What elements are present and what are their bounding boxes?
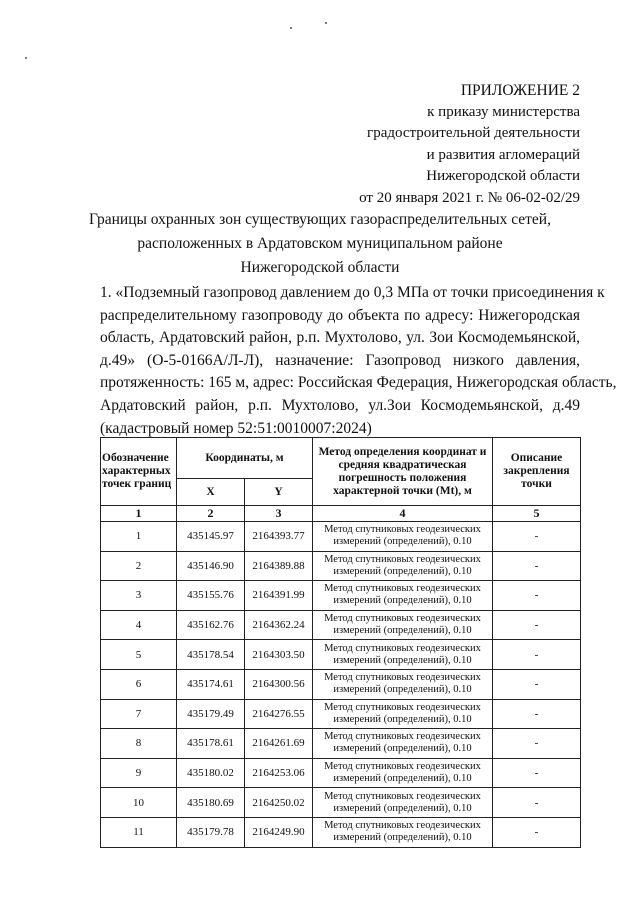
column-number: 2 (177, 506, 245, 522)
cell-x: 435179.78 (177, 817, 245, 847)
cell-method: Метод спутниковых геодезических измерений (определений), 0.10 (313, 699, 493, 729)
cell-y: 2164250.02 (245, 788, 313, 818)
cell-point: 10 (101, 788, 177, 818)
table-row (101, 729, 581, 759)
cell-point: 7 (101, 699, 177, 729)
cell-method: Метод спутниковых геодезических измерений (определений), 0.10 (313, 788, 493, 818)
cell-description: - (493, 729, 581, 759)
cell-x: 435180.69 (177, 788, 245, 818)
cell-description: - (493, 640, 581, 670)
header-point: Обозначение характерных точек границ (101, 438, 177, 506)
cell-method: Метод спутниковых геодезических измерений (определений), 0.10 (313, 522, 493, 552)
coordinates-table (100, 437, 581, 848)
header-method: Метод определения координат и средняя квадратическая погрешность положения характерной точки (Mt), м (313, 438, 493, 506)
cell-description: - (493, 788, 581, 818)
cell-point: 9 (101, 758, 177, 788)
cell-description: - (493, 669, 581, 699)
title-line: Границы охранных зон существующих газораспределительных сетей, (89, 211, 551, 228)
cell-x: 435162.76 (177, 610, 245, 640)
cell-method: Метод спутниковых геодезических измерений (определений), 0.10 (313, 581, 493, 611)
paragraph-line: распределительному газопроводу до объекта по адресу: Нижегородская (100, 306, 580, 324)
column-number: 4 (313, 506, 493, 522)
scan-speck (325, 22, 327, 24)
cell-x: 435174.61 (177, 669, 245, 699)
cell-point: 2 (101, 551, 177, 581)
table-row (101, 522, 581, 552)
cell-y: 2164303.50 (245, 640, 313, 670)
object-description (100, 282, 617, 440)
cell-description: - (493, 551, 581, 581)
cell-point: 6 (101, 669, 177, 699)
scan-speck (25, 57, 27, 59)
cell-method: Метод спутниковых геодезических измерений (определений), 0.10 (313, 669, 493, 699)
appendix-heading: ПРИЛОЖЕНИЕ 2 (460, 82, 580, 99)
column-number: 1 (101, 506, 177, 522)
cell-y: 2164300.56 (245, 669, 313, 699)
column-number: 5 (493, 506, 581, 522)
cell-method: Метод спутниковых геодезических измерений (определений), 0.10 (313, 758, 493, 788)
cell-point: 11 (101, 817, 177, 847)
cell-y: 2164276.55 (245, 699, 313, 729)
appendix-line: и развития агломераций (426, 146, 580, 163)
cell-method: Метод спутниковых геодезических измерений (определений), 0.10 (313, 729, 493, 759)
table-row (101, 669, 581, 699)
cell-method: Метод спутниковых геодезических измерений (определений), 0.10 (313, 551, 493, 581)
cell-x: 435178.54 (177, 640, 245, 670)
cell-method: Метод спутниковых геодезических измерений (определений), 0.10 (313, 640, 493, 670)
document-title (60, 208, 580, 280)
cell-point: 8 (101, 729, 177, 759)
paragraph-line: область, Ардатовский район, р.п. Мухтолово, ул. Зои Космодемьянской, (100, 329, 580, 347)
table-row (101, 699, 581, 729)
appendix-block (359, 80, 580, 209)
column-number: 3 (245, 506, 313, 522)
header-y: Y (245, 479, 313, 506)
appendix-line: Нижегородской области (426, 168, 580, 184)
cell-point: 1 (101, 522, 177, 552)
cell-y: 2164391.99 (245, 581, 313, 611)
paragraph-line: (кадастровый номер 52:51:0010007:2024) (100, 419, 372, 437)
cell-y: 2164393.77 (245, 522, 313, 552)
paragraph-line: Ардатовский район, р.п. Мухтолово, ул.Зои Космодемьянской, д.49 (100, 396, 580, 414)
scan-speck (290, 27, 292, 29)
cell-method: Метод спутниковых геодезических измерений (определений), 0.10 (313, 817, 493, 847)
table-row (101, 788, 581, 818)
paragraph-line: протяженность: 165 м, адрес: Российская Федерация, Нижегородская область, (100, 374, 617, 392)
cell-point: 3 (101, 581, 177, 611)
cell-x: 435155.76 (177, 581, 245, 611)
cell-description: - (493, 699, 581, 729)
cell-x: 435180.02 (177, 758, 245, 788)
cell-description: - (493, 522, 581, 552)
header-description: Описание закрепления точки (493, 438, 581, 506)
paragraph-line: 1. «Подземный газопровод давлением до 0,3 МПа от точки присоединения к (100, 284, 605, 301)
cell-y: 2164362.24 (245, 610, 313, 640)
title-line: Нижегородской области (240, 259, 400, 276)
appendix-line: градостроительной деятельности (367, 125, 580, 141)
header-x: X (177, 479, 245, 506)
cell-description: - (493, 581, 581, 611)
cell-y: 2164389.88 (245, 551, 313, 581)
paragraph-line: д.49» (О-5-0166А/Л-Л), назначение: Газопровод низкого давления, (100, 351, 580, 369)
cell-y: 2164249.90 (245, 817, 313, 847)
cell-x: 435178.61 (177, 729, 245, 759)
cell-description: - (493, 817, 581, 847)
cell-y: 2164253.06 (245, 758, 313, 788)
cell-point: 4 (101, 610, 177, 640)
table-row (101, 640, 581, 670)
table-row (101, 610, 581, 640)
cell-description: - (493, 610, 581, 640)
cell-y: 2164261.69 (245, 729, 313, 759)
cell-description: - (493, 758, 581, 788)
cell-point: 5 (101, 640, 177, 670)
table-row (101, 581, 581, 611)
cell-x: 435146.90 (177, 551, 245, 581)
header-coordinates: Координаты, м (177, 438, 313, 479)
title-line: расположенных в Ардатовском муниципальном районе (137, 235, 503, 252)
cell-x: 435145.97 (177, 522, 245, 552)
table-row (101, 817, 581, 847)
appendix-date-line: от 20 января 2021 г. № 06-02-02/29 (359, 189, 580, 206)
cell-method: Метод спутниковых геодезических измерений (определений), 0.10 (313, 610, 493, 640)
cell-x: 435179.49 (177, 699, 245, 729)
table-row (101, 758, 581, 788)
appendix-line: к приказу министерства (427, 103, 580, 120)
table-row (101, 551, 581, 581)
